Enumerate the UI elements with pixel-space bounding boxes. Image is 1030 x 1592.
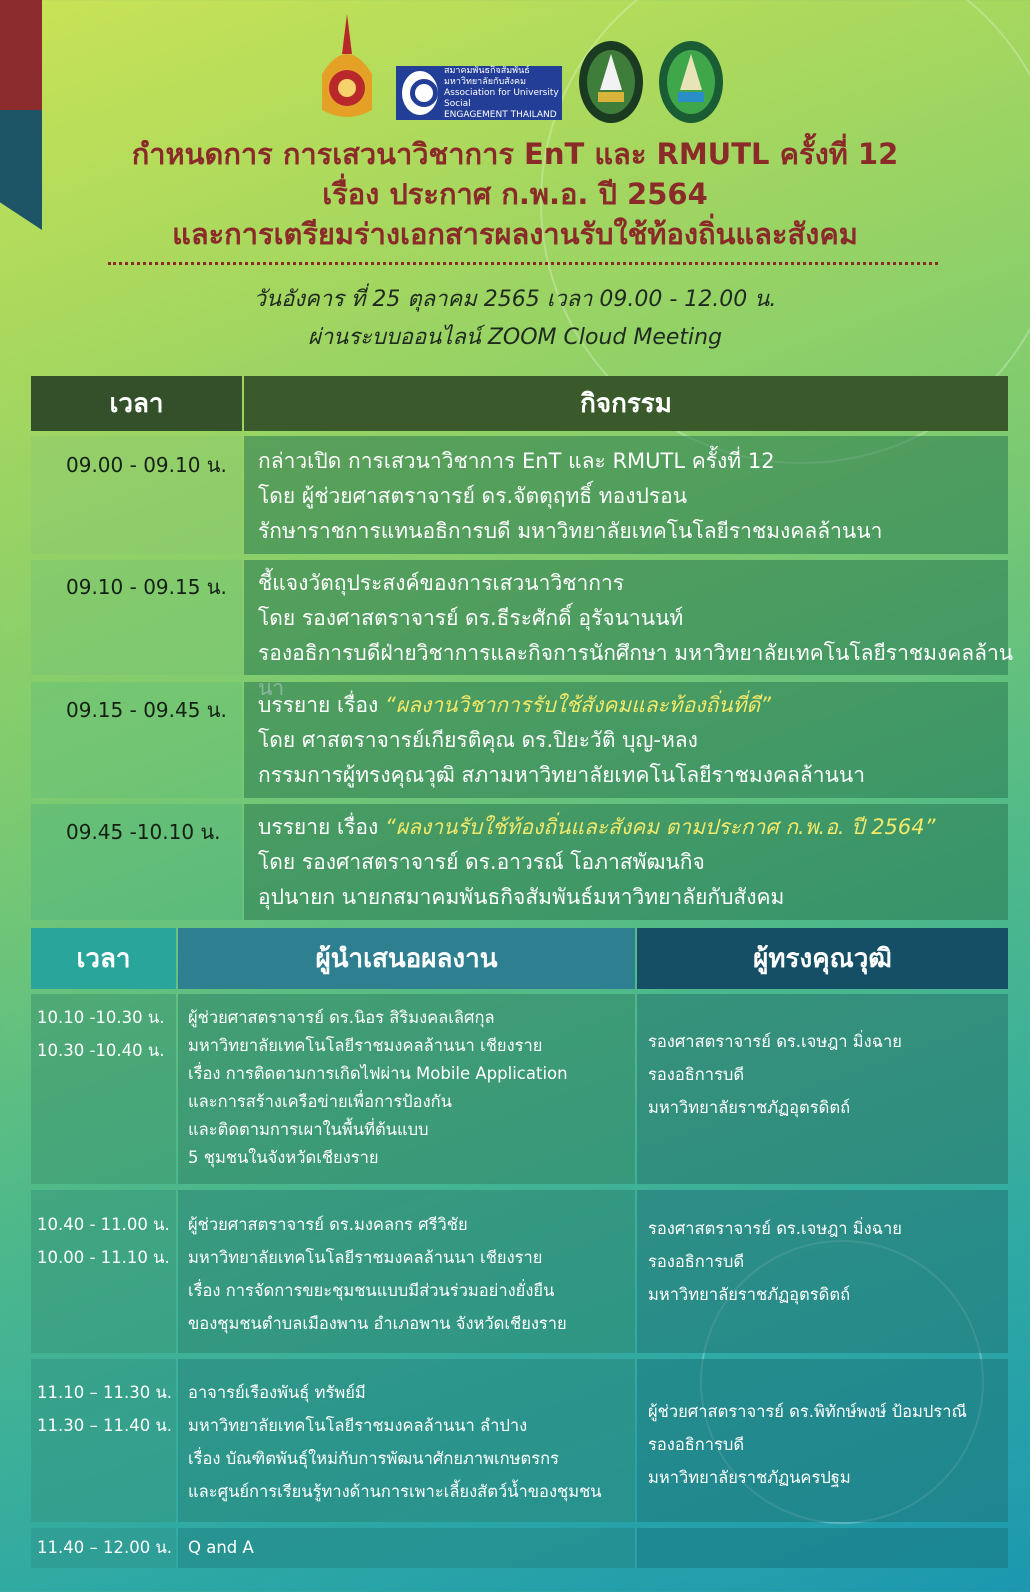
table2-header-expert: ผู้ทรงคุณวุฒิ [637, 928, 1008, 989]
row-time: 11.10 – 11.30 น. [37, 1383, 172, 1402]
activity-line [258, 810, 936, 845]
logo2-line: Association for University Social [443, 87, 559, 109]
row-time: 10.00 - 11.10 น. [37, 1248, 170, 1267]
lecture-topic: “ผลงานวิชาการรับใช้สังคมและท้องถิ่นที่ดี” [384, 693, 771, 717]
presenter-line: ผู้ช่วยศาสตราจารย์ ดร.มงคลกร ศรีวิชัย [188, 1215, 468, 1234]
activity-line: โดย ศาสตราจารย์เกียรติคุณ ดร.ปิยะวัติ บุญ-หลง [258, 728, 698, 752]
row-time: 10.40 - 11.00 น. [37, 1215, 170, 1234]
presenter-line: และติดตามการเผาในพื้นที่ต้นแบบ [188, 1120, 429, 1139]
presenter-line: 5 ชุมชนในจังหวัดเชียงราย [188, 1148, 379, 1167]
page-title-line-3: และการเตรียมร่างเอกสารผลงานรับใช้ท้องถิ่นและสังคม [172, 217, 858, 251]
activity-line: โดย ผู้ช่วยศาสตราจารย์ ดร.จัตตุฤทธิ์ ทองปรอน [258, 484, 688, 508]
presenter-line: มหาวิทยาลัยเทคโนโลยีราชมงคลล้านนา เชียงราย [188, 1036, 543, 1055]
activity-line [258, 688, 865, 723]
lecture-lead: บรรยาย เรื่อง [258, 693, 385, 717]
logo2-line: มหาวิทยาลัยกับสังคม [443, 76, 527, 87]
presenter-line: มหาวิทยาลัยเทคโนโลยีราชมงคลล้านนา เชียงราย [188, 1248, 543, 1267]
presenter-line: และการสร้างเครือข่ายเพื่อการป้องกัน [188, 1092, 452, 1111]
presenter-line: เรื่อง การจัดการขยะชุมชนแบบมีส่วนร่วมอย่างยั่งยืน [188, 1281, 555, 1300]
row-time: 09.15 - 09.45 น. [66, 698, 227, 722]
presenter-line: เรื่อง บัณฑิตพันธุ์ใหม่กับการพัฒนาศักยภาพเกษตรกร [188, 1449, 559, 1468]
expert-line: รองอธิการบดี [648, 1065, 745, 1084]
row-time: 10.30 -10.40 น. [37, 1041, 165, 1060]
lecture-topic: “ผลงานรับใช้ท้องถิ่นและสังคม ตามประกาศ ก.พ.อ. ปี 2564” [384, 815, 936, 839]
expert-line: ผู้ช่วยศาสตราจารย์ ดร.พิทักษ์พงษ์ ป้อมปราณี [648, 1402, 967, 1421]
presenter-line: เรื่อง การติดตามการเกิดไฟผ่าน Mobile Application [188, 1064, 568, 1083]
row-time: 09.10 - 09.15 น. [66, 575, 227, 599]
logo-bar [0, 14, 1030, 126]
activity-line: อุปนายก นายกสมาคมพันธกิจสัมพันธ์มหาวิทยาลัยกับสังคม [258, 885, 785, 909]
engagement-mark-icon [402, 71, 438, 115]
page-title-line-1: กำหนดการ การเสวนาวิชาการ EnT และ RMUTL ครั้งที่ 12 [131, 137, 899, 171]
presenter-line: ผู้ช่วยศาสตราจารย์ ดร.นิอร สิริมงคลเลิศกุล [188, 1008, 495, 1027]
activity-line: ชี้แจงวัตถุประสงค์ของการเสวนาวิชาการ [258, 571, 625, 595]
row-time: 10.10 -10.30 น. [37, 1008, 165, 1027]
expert-line: รองอธิการบดี [648, 1435, 745, 1454]
activity-line: โดย รองศาสตราจารย์ ดร.ธีระศักดิ์ อุรัจนานนท์ [258, 606, 684, 630]
expert-line: มหาวิทยาลัยราชภัฏนครปฐม [648, 1468, 851, 1487]
row-time: 09.45 -10.10 น. [66, 820, 221, 844]
activity-line: รองอธิการบดีฝ่ายวิชาการและกิจการนักศึกษา มหาวิทยาลัยเทคโนโลยีราชมงคลล้าน [258, 641, 1014, 665]
rmutl-emblem-icon [316, 14, 378, 122]
presenter-line: และศูนย์การเรียนรู้ทางด้านการเพาะเลี้ยงสัตว์น้ำของชุมชน [188, 1482, 602, 1501]
table-row [637, 1528, 1008, 1568]
logo2-line: สมาคมพันธกิจสัมพันธ์ [443, 65, 530, 76]
engagement-thailand-logo [396, 66, 562, 120]
table1-header-time: เวลา [31, 376, 242, 431]
expert-line: รองศาสตราจารย์ ดร.เจษฎา มิ่งฉาย [648, 1219, 902, 1238]
logo2-line: ENGAGEMENT THAILAND [443, 109, 557, 120]
row-time: 11.30 – 11.40 น. [37, 1416, 172, 1435]
row-time: 09.00 - 09.10 น. [66, 453, 227, 477]
presenter-line: อาจารย์เรืองพันธุ์ ทรัพย์มี [188, 1383, 366, 1402]
university-seal-icon [578, 40, 644, 124]
page-title-line-2: เรื่อง ประกาศ ก.พ.อ. ปี 2564 [322, 177, 708, 211]
event-date: วันอังคาร ที่ 25 ตุลาคม 2565 เวลา 09.00 - 12.00 น. [253, 287, 777, 312]
expert-line: มหาวิทยาลัยราชภัฏอุตรดิตถ์ [648, 1098, 851, 1117]
activity-line: รักษาราชการแทนอธิการบดี มหาวิทยาลัยเทคโนโลยีราชมงคลล้านนา [258, 519, 883, 543]
expert-line: มหาวิทยาลัยราชภัฏอุตรดิตถ์ [648, 1285, 851, 1304]
expert-line: รองศาสตราจารย์ ดร.เจษฎา มิ่งฉาย [648, 1032, 902, 1051]
activity-line: กล่าวเปิด การเสวนาวิชาการ EnT และ RMUTL ครั้งที่ 12 [258, 449, 775, 473]
lecture-lead: บรรยาย เรื่อง [258, 815, 385, 839]
expert-line: รองอธิการบดี [648, 1252, 745, 1271]
presenter-line: มหาวิทยาลัยเทคโนโลยีราชมงคลล้านนา ลำปาง [188, 1416, 528, 1435]
university-seal-icon [658, 40, 724, 124]
dotted-divider [108, 262, 938, 265]
table2-header-time: เวลา [31, 928, 176, 989]
table1-header-activity: กิจกรรม [244, 376, 1008, 431]
table2-header-presenter: ผู้นำเสนอผลงาน [178, 928, 635, 989]
presenter-line: ของชุมชนตำบลเมืองพาน อำเภอพาน จังหวัดเชียงราย [188, 1314, 567, 1333]
event-platform: ผ่านระบบออนไลน์ ZOOM Cloud Meeting [307, 325, 723, 350]
presenter-line: Q and A [188, 1538, 254, 1557]
row-time: 11.40 – 12.00 น. [37, 1538, 172, 1557]
activity-line: โดย รองศาสตราจารย์ ดร.อาวรณ์ โอภาสพัฒนกิจ [258, 850, 705, 874]
activity-line: กรรมการผู้ทรงคุณวุฒิ สภามหาวิทยาลัยเทคโนโลยีราชมงคลล้านนา [258, 763, 866, 787]
